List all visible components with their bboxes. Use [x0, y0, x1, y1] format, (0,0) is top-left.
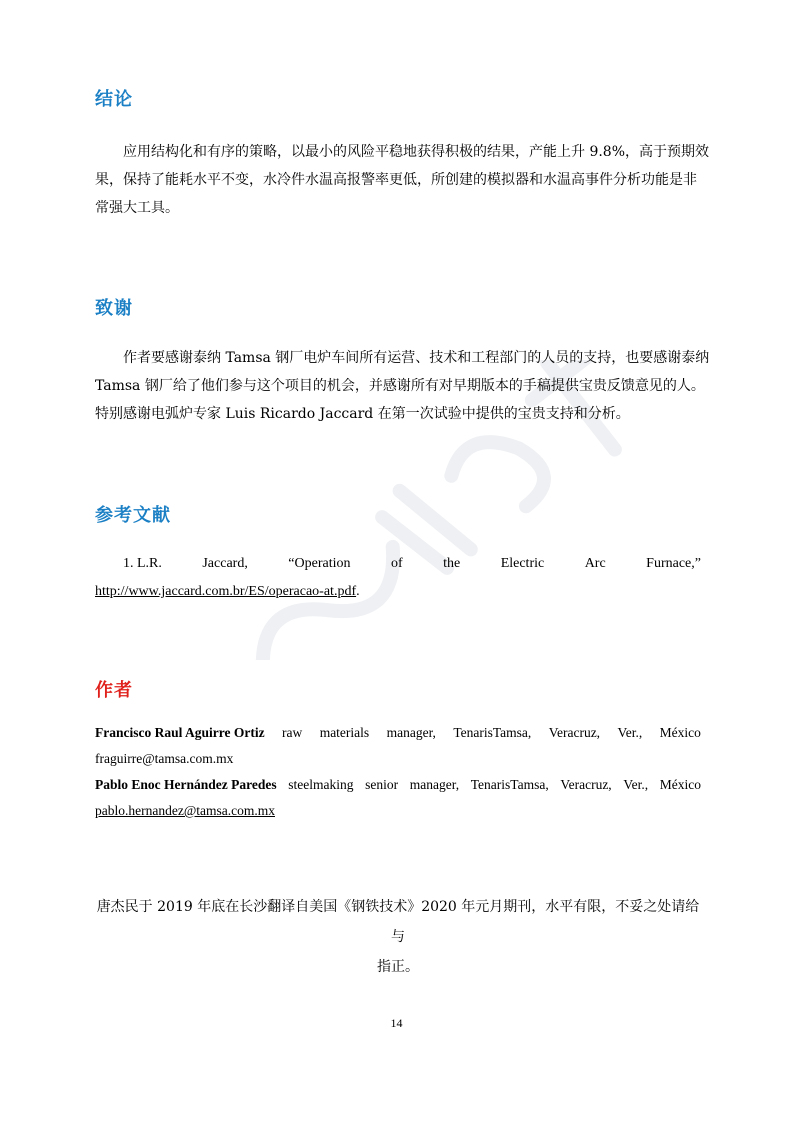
paragraph-line: 果，保持了能耗水平不变，水冷件水温高报警率更低，所创建的模拟器和水温高事件分析功能是非 — [95, 172, 697, 188]
author-email: fraguirre@tamsa.com.mx — [95, 751, 234, 766]
references-heading: 参考文献 — [95, 505, 171, 526]
author-name: Pablo Enoc Hernández Paredes — [95, 777, 277, 792]
reference-link[interactable]: http://www.jaccard.com.br/ES/operacao-at.pdf — [95, 584, 357, 599]
paragraph-line: 应用结构化和有序的策略，以最小的风险平稳地获得积极的结果，产能上升 9.8%，高于预期效 — [123, 144, 710, 160]
acknowledgement-paragraph — [95, 344, 710, 428]
reference-word: Jaccard, — [202, 556, 248, 571]
reference-link-line — [95, 584, 360, 600]
reference-word: “Operation — [288, 556, 351, 571]
author-word: Veracruz, — [560, 777, 612, 792]
author-word: TenarisTamsa, — [453, 725, 532, 740]
author-name: Francisco Raul Aguirre Ortiz — [95, 725, 265, 740]
reference-word: Electric — [500, 556, 545, 571]
author-word: manager, — [386, 725, 436, 740]
reference-word: Arc — [584, 556, 606, 571]
author-word: Ver., — [617, 725, 643, 740]
reference-period: . — [356, 584, 360, 599]
paragraph-line: 特别感谢电弧炉专家 Luis Ricardo Jaccard 在第一次试验中提供的宝贵支持和分析。 — [95, 406, 630, 422]
conclusion-heading: 结论 — [95, 89, 133, 110]
page-number: 14 — [390, 1016, 403, 1030]
author-email-link[interactable]: pablo.hernandez@tamsa.com.mx — [95, 803, 275, 818]
paragraph-line: 作者要感谢泰纳 Tamsa 钢厂电炉车间所有运营、技术和工程部门的人员的支持，也要感谢泰纳 — [123, 350, 710, 366]
translator-note — [95, 892, 701, 982]
conclusion-paragraph — [95, 138, 710, 222]
author-word: Ver., — [623, 777, 649, 792]
author-word: raw — [282, 725, 303, 740]
paragraph-line: Tamsa 钢厂给了他们参与这个项目的机会，并感谢所有对早期版本的手稿提供宝贵反馈意见的人。 — [95, 378, 705, 394]
author-word: materials — [319, 725, 370, 740]
author-word: Veracruz, — [548, 725, 601, 740]
reference-word: 1. L.R. — [123, 556, 162, 571]
author-word: México — [659, 725, 701, 740]
authors-heading: 作者 — [95, 680, 133, 701]
paragraph-line: 常强大工具。 — [95, 200, 179, 216]
reference-word: the — [443, 556, 461, 571]
reference-word: Furnace,” — [646, 556, 701, 571]
author-line — [95, 777, 701, 793]
author-word: steelmaking — [288, 777, 354, 792]
author-word: TenarisTamsa, — [470, 777, 549, 792]
author-word: manager, — [409, 777, 460, 792]
acknowledgement-heading: 致谢 — [95, 298, 133, 319]
reference-item — [123, 556, 701, 572]
translator-note-line: 唐杰民于 2019 年底在长沙翻译自美国《钢铁技术》2020 年元月期刊，水平有限，不妥之处请给与 — [96, 899, 700, 945]
author-line — [95, 725, 701, 741]
translator-note-line: 指正。 — [377, 959, 419, 975]
author-word: senior — [365, 777, 399, 792]
author-word: México — [659, 777, 701, 792]
reference-word: of — [390, 556, 403, 571]
